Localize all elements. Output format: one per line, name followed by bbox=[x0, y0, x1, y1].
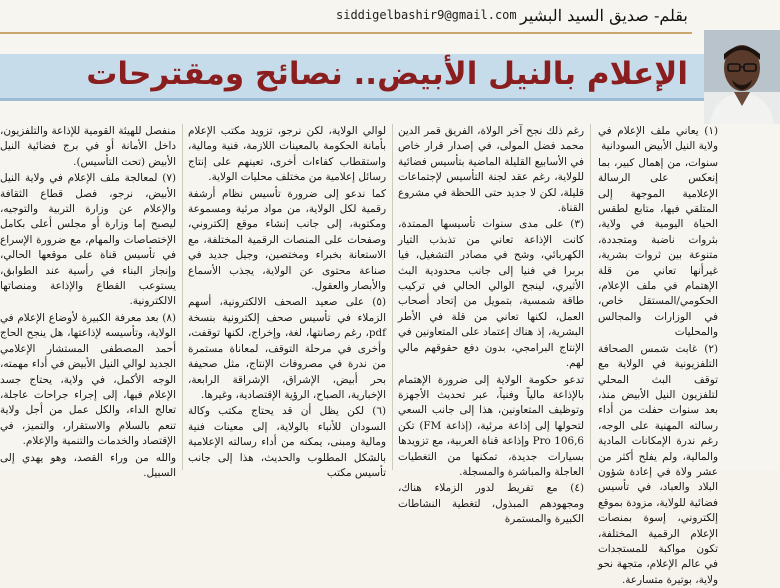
paragraph: والله من وراء القصد، وهو يهدي إلى السبيل. bbox=[0, 451, 176, 479]
author-portrait-icon bbox=[704, 30, 780, 124]
paragraph: (٢) غابت شمس الصحافة التلفزيونية في الولاية مع توقف البث المحلي لتلفزيون النيل الأبيض منذ، بعد سنوات حفلت من أداء رسالته المهنية على الوجه، رغم ندرة الإمكانات المادية والمالية، ولم يفلح أكثر من عشر ولاة في إعادة شؤون البلاد والعباد، في تأسيس فضائية للولاية، مزودة بموقع إلكتروني، إسوة بمنصات الإعلام الرقمية المختلفة، تكون مواكبة للمستجدات في عالم الإعلام، متجهة نحو ولاية، بوتيرة متسارعة. bbox=[598, 342, 718, 586]
header-strip bbox=[0, 0, 780, 52]
paragraph: (١) يعاني ملف الإعلام في ولاية النيل الأبيض السودانية bbox=[598, 125, 718, 153]
paragraph: (٥) على صعيد الصحف الالكترونية، أسهم الزملاء في تأسيس صحف إلكترونية بنسخة pdf، رغم رصانتها، لغة، وإخراج، لكنها توقفت، وأخرى في مرحلة التوقف، لمعاناة مستمرة من ندرة في مصروفات الإنتاج، مثل صحيفة بحر أبيض، الإشراق، الإشراقة الرابعة، الإخبارية، الصباح، الرؤية الإقتصادية، وغيرها. bbox=[188, 296, 386, 401]
paragraph: منفصل للهيئة القومية للإذاعة والتلفزيون، داخل الأمانة أو في برج فضائية النيل الأبيض (تحت التأسيس). bbox=[0, 125, 176, 168]
paragraph: (٨) بعد معرفة الكبيرة لأوضاع الإعلام في الولاية، وتأسيسه لإذاعتها، هل ينجح الحاج أحمد المصطفى المستشار الإعلامي الجديد لوالي النيل الأبيض في أداء مهمته، الوجه الأكمل، في ولاية، يحتاج جسد الإعلام فيها، إلى إجراء جراحات عاجلة، تعالج الداء، والكل عمل من أجل ولاية تنعم بالسلام والاستقرار، والتميز، في الإقتصاد والخدمات والتنمية والإعلام. bbox=[0, 311, 176, 448]
column-divider bbox=[392, 124, 393, 470]
author-byline: بقلم- صديق السيد البشير bbox=[520, 6, 688, 25]
article-column-3 bbox=[188, 124, 386, 479]
paragraph: (٧) لمعالجة ملف الإعلام في ولاية النيل الأبيض، نرجو، فصل قطاع الثقافة والإعلام عن وزارة التربية والتوجيه، ليصبح إما وزارة أو مجلس أعلى بكامل الإختصاصات والمهام، مع ضرورة الإسراع في تأسيس قناة على موقعها الحالي، وإنجاز البناء في رأسية عند الطوابق، يستوعب القطاع والإذاعة ومنصاتها الالكترونية. bbox=[0, 172, 176, 308]
paragraph: لوالي الولاية، لكن نرجو، تزويد مكتب الإعلام بأمانة الحكومة بالمعينات اللازمة، فنية ومالية، واستقطاب كفاءات أخرى، تعينهم على إنتاج رسائل إعلامية من مختلف محليات الولاية. bbox=[188, 125, 386, 184]
paragraph: (٣) على مدى سنوات تأسيسها الممتدة، كانت الإذاعة تعاني من تذبذب التيار الكهربائي، وشح في مصادر التشغيل، فيا بربرا في فنيا إلى جانب محدودية البث الأثيري، لينجح الوالي الحالي في تركيب طاقة شمسية، بتمويل من إتحاد أصحاب العمل، لكنها تعاني من قلة في الأطر البشرية، إذ هناك إعتماد على المتعاونين في الإنتاج البرامجي، بدون دفع حقوقهم مالي لهم. bbox=[398, 218, 584, 370]
paragraph: كما ندعو إلى ضرورة تأسيس نظام أرشفة رقمية لكل الولاية، من مواد مرئية ومسموعة ومكتوبة، إلى جانب إنشاء موقع إلكتروني، وصفحات على المنصات الرقمية المختلفة، مع الاستعانة بخبراء ومختصين، وجيل جديد في صناعة محتوى عن الولاية، يجذب الأسماع والأبصار والعقول. bbox=[188, 187, 386, 293]
column-divider bbox=[590, 124, 591, 470]
paragraph: سنوات، من إهمال كبير، بما إنعكس على الرسالة الإعلامية الموجهة إلى المتلقي فيها، متابع لطقس الحياة اليومية في ولاية، بثروات ناضبة ومتجددة، متنوعة بين ثروات بشرية، غيرأنها تعاني من قلة الإهتمام في ملف الإعلام، الحكومي/المستقل خاص، في الوزارات والمجالس والمحليات bbox=[598, 156, 718, 339]
paragraph: (٦) لكن يظل أن قد يحتاج مكتب وكالة السودان للأنباء بالولاية، إلى معينات فنية ومالية ومبنى، يمكنه من أداء رسالته الإعلامية بالشكل المطلوب والحديث، هذا إلى جانب تأسيس مكتب bbox=[188, 405, 386, 479]
header-divider bbox=[0, 32, 692, 34]
paragraph: (٤) مع تفريط لدور الزملاء هناك، ومجهودهم المبذول، لتغطية النشاطات الكبيرة والمستمرة bbox=[398, 482, 584, 526]
article-column-4 bbox=[0, 124, 176, 479]
author-email: siddigelbashir9@gmail.com bbox=[336, 8, 517, 22]
paragraph: تدعو حكومة الولاية إلى ضرورة الإهتمام بالإذاعة مالياً وفنياً، عبر تحديث الأجهزة وتوظيف المتعاونين، هذا إلى جانب السعي لتحولها إلى إذاعة مرئية، (إذاعة FM) تكن Pro 106,6 وإذاعة قناة العربية، مع تزويدها بسيارات جديدة، تمكنها من التغطيات العاجلة والمباشرة والمسجلة. bbox=[398, 373, 584, 478]
paragraph: رغم ذلك نجح آخر الولاة، الفريق قمر الدين محمد فضل المولى، في إصدار قرار خاص في الأسابيع القليلة الماضية بتأسيس فضائية للولاية، رغم عقد لجنة التأسيس لإجتماعات قليلة، لكن لا جديد حتى اللحظة في مشروع القناة. bbox=[398, 125, 584, 215]
article-column-1 bbox=[598, 124, 718, 586]
headline-band-edge bbox=[0, 98, 706, 101]
article-column-2 bbox=[398, 124, 584, 526]
article-headline: الإعلام بالنيل الأبيض.. نصائح ومقترحات bbox=[86, 56, 688, 92]
column-divider bbox=[182, 124, 183, 470]
